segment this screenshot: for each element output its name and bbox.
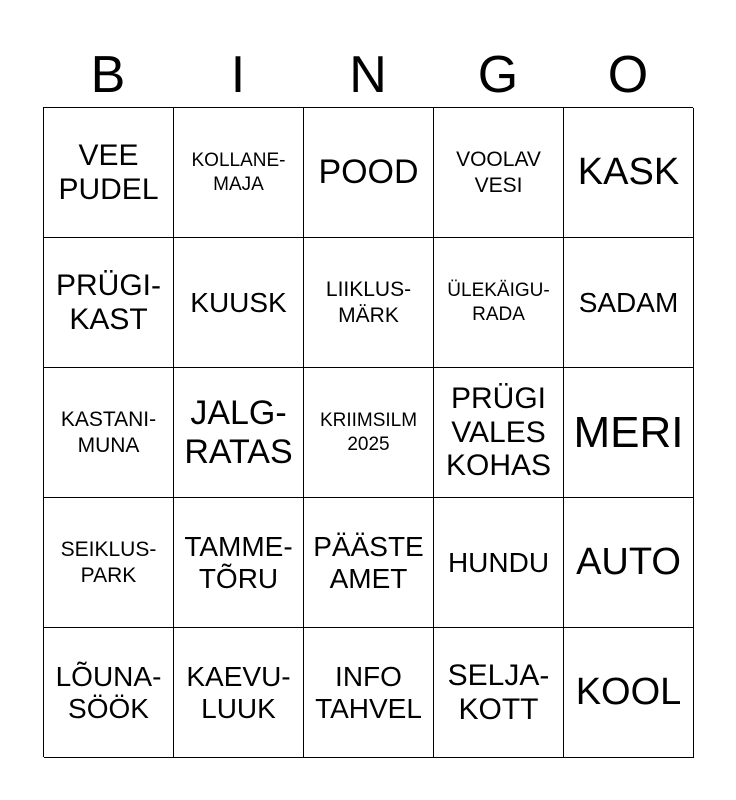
bingo-cell-r3c5[interactable] xyxy=(564,368,694,498)
cell-line: 2025 xyxy=(347,433,390,455)
bingo-cell-r1c3[interactable] xyxy=(304,108,434,238)
cell-line: KASK xyxy=(577,151,680,194)
bingo-cell-r4c4[interactable] xyxy=(434,498,564,628)
cell-line: TAMME- xyxy=(184,531,293,563)
bingo-cell-r4c2[interactable] xyxy=(174,498,304,628)
bingo-cell-r5c3[interactable] xyxy=(304,628,434,758)
cell-line: PARK xyxy=(80,563,137,587)
bingo-cell-r5c4[interactable] xyxy=(434,628,564,758)
cell-line: SÖÖK xyxy=(68,692,149,724)
cell-line: LUUK xyxy=(201,692,276,724)
header-letter-g: G xyxy=(477,46,519,104)
cell-line: SELJA- xyxy=(447,658,550,692)
cell-line: KRIIMSILM xyxy=(319,410,418,432)
cell-line: LIIKLUS- xyxy=(325,277,412,301)
bingo-cell-r5c1[interactable] xyxy=(44,628,174,758)
cell-line: VESI xyxy=(474,173,523,197)
cell-line: VEE xyxy=(78,138,139,172)
bingo-cell-r1c2[interactable] xyxy=(174,108,304,238)
cell-line: RADA xyxy=(472,303,525,325)
bingo-cell-r4c5[interactable] xyxy=(564,498,694,628)
cell-line: PÄÄSTE xyxy=(313,531,424,563)
cell-line: KOLLANE- xyxy=(191,150,286,172)
cell-line: PRÜGI- xyxy=(56,268,161,302)
header-letter-n: N xyxy=(349,46,387,104)
cell-line: MUNA xyxy=(77,433,140,457)
cell-line: JALG- xyxy=(190,394,287,433)
cell-line: AMET xyxy=(329,562,408,594)
cell-line: ÜLEKÄIGU- xyxy=(447,280,550,302)
cell-line: INFO xyxy=(335,661,402,693)
cell-line: AUTO xyxy=(576,541,681,584)
bingo-cell-r1c1[interactable] xyxy=(44,108,174,238)
cell-line: POOD xyxy=(318,153,419,192)
bingo-cell-r3c2[interactable] xyxy=(174,368,304,498)
bingo-cell-r2c5[interactable] xyxy=(564,238,694,368)
cell-line: KAST xyxy=(69,302,148,336)
cell-line: KUUSK xyxy=(190,286,287,318)
cell-line: MÄRK xyxy=(338,303,399,327)
bingo-cell-r4c3[interactable] xyxy=(304,498,434,628)
bingo-cell-r2c2[interactable] xyxy=(174,238,304,368)
cell-line: LÕUNA- xyxy=(55,661,162,693)
cell-line: RATAS xyxy=(184,432,293,471)
cell-line: VOOLAV xyxy=(456,147,541,171)
bingo-cell-r3c3[interactable] xyxy=(304,368,434,498)
bingo-header xyxy=(43,44,693,106)
cell-line: KOTT xyxy=(458,692,539,726)
bingo-cell-r2c3[interactable] xyxy=(304,238,434,368)
bingo-cell-r3c1[interactable] xyxy=(44,368,174,498)
cell-line: MERI xyxy=(573,407,684,457)
cell-line: VALES xyxy=(451,415,546,449)
bingo-cell-r1c5[interactable] xyxy=(564,108,694,238)
cell-line: SEIKLUS- xyxy=(60,537,157,561)
cell-line: MAJA xyxy=(213,173,264,195)
cell-line: TÕRU xyxy=(198,562,279,594)
bingo-cell-r2c4[interactable] xyxy=(434,238,564,368)
bingo-cell-r1c4[interactable] xyxy=(434,108,564,238)
cell-line: KASTANI- xyxy=(60,407,157,431)
cell-line: PUDEL xyxy=(58,172,159,206)
cell-line: KAEVU- xyxy=(186,661,291,693)
bingo-cell-r5c2[interactable] xyxy=(174,628,304,758)
bingo-cell-r3c4[interactable] xyxy=(434,368,564,498)
header-letter-i: I xyxy=(230,46,246,104)
cell-line: KOOL xyxy=(575,671,682,714)
cell-line: TAHVEL xyxy=(315,692,422,724)
bingo-board xyxy=(43,107,693,757)
bingo-cell-r5c5[interactable] xyxy=(564,628,694,758)
header-letter-b: B xyxy=(90,46,126,104)
header-letter-o: O xyxy=(607,46,649,104)
cell-line: SADAM xyxy=(578,286,679,318)
bingo-cell-r2c1[interactable] xyxy=(44,238,174,368)
cell-line: PRÜGI xyxy=(450,382,546,416)
cell-line: KOHAS xyxy=(445,449,552,483)
cell-line: HUNDU xyxy=(447,546,550,578)
bingo-cell-r4c1[interactable] xyxy=(44,498,174,628)
